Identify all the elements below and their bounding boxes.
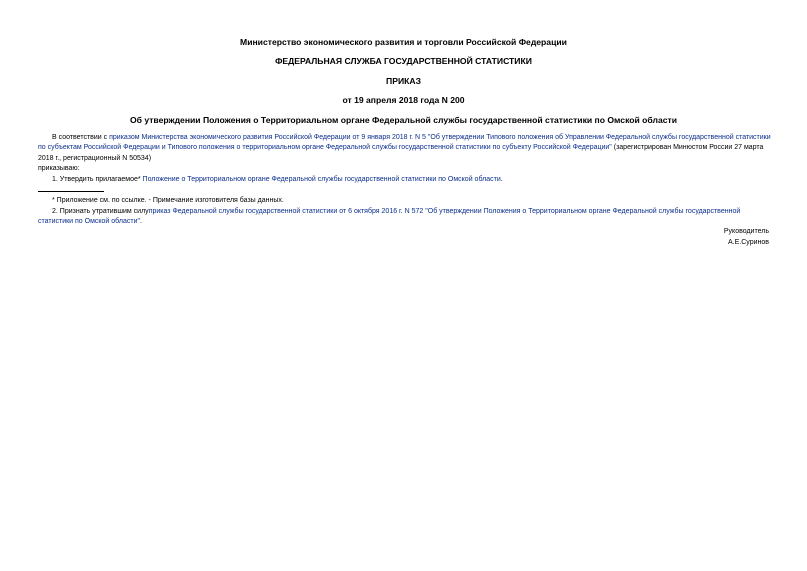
signature-position: Руководитель xyxy=(723,228,769,235)
intro-block xyxy=(38,133,771,175)
document-title: Об утверждении Положения о Территориальном органе Федеральной службы государственной статистики по Омской области xyxy=(129,115,678,125)
ministry-order-link[interactable]: приказом Министерства экономического развития Российской Федерации от 9 января 2018 г. N 5 "Об утверждении Типового положения об Управлении Федеральной службы государственной статистики по субъектам Российской Федерации и Типового положения о территориальном органе Федеральной службы государственной статистики по субъекту Российской Федерации" xyxy=(38,134,771,152)
item-1-suffix: . xyxy=(500,176,503,183)
item-2-paragraph xyxy=(38,207,771,228)
intro-paragraph xyxy=(38,133,771,164)
document-type: ПРИКАЗ xyxy=(386,76,421,86)
item-1-block xyxy=(38,175,771,185)
order-word: приказываю: xyxy=(38,165,80,173)
item-2-prefix: 2. Признать утратившим силу xyxy=(52,208,149,215)
repealed-order-link[interactable]: приказ Федеральной службы государственной статистики от 6 октября 2016 г. N 572 "Об утверждении Положения о Территориальном органе Федеральной службы государственной статистики по Омской области" xyxy=(38,208,741,226)
intro-text-before: В соответствии с xyxy=(52,134,110,141)
regulation-link[interactable]: Положение о Территориальном органе Федеральной службы государственной статистики по Омской области xyxy=(142,176,501,183)
footnote-block xyxy=(38,196,771,206)
signature-name: А.Е.Суринов xyxy=(728,239,769,246)
item-1-paragraph xyxy=(38,175,771,185)
intro-text-after: (зарегистрирован Минюстом России 27 марта 2018 г., регистрационный N 50534) xyxy=(38,144,764,162)
item-2-suffix: . xyxy=(139,218,142,226)
document-date-number: от 19 апреля 2018 года N 200 xyxy=(342,95,465,105)
footnote-text: * Приложение см. по ссылке. - Примечание изготовителя базы данных. xyxy=(52,197,284,204)
item-2-block xyxy=(38,207,771,228)
service-heading: ФЕДЕРАЛЬНАЯ СЛУЖБА ГОСУДАРСТВЕННОЙ СТАТИСТИКИ xyxy=(275,56,532,66)
footnote-divider xyxy=(38,191,104,192)
ministry-heading: Министерство экономического развития и торговли Российской Федерации xyxy=(240,37,567,47)
item-1-prefix: 1. Утвердить прилагаемое* xyxy=(52,176,143,183)
